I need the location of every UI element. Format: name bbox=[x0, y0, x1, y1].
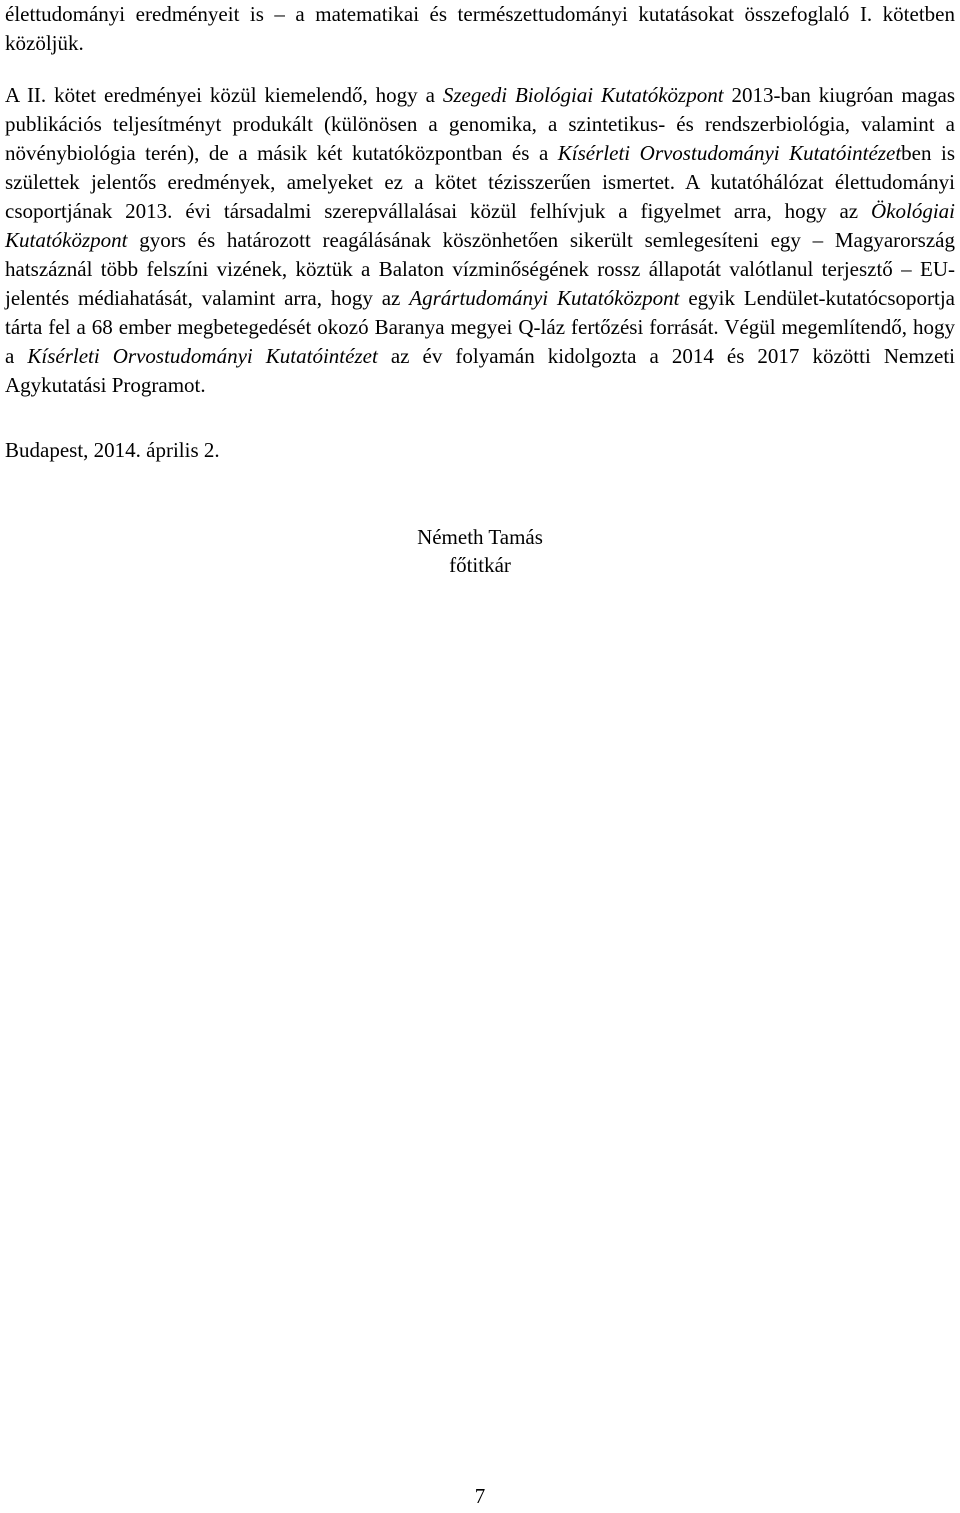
page-number: 7 bbox=[474, 1484, 486, 1508]
signatory-name: Németh Tamás bbox=[417, 525, 543, 549]
dateline: Budapest, 2014. április 2. bbox=[5, 438, 220, 462]
institute-name: Agrártudományi Kutatóközpont bbox=[409, 286, 680, 310]
text-segment: A II. kötet eredményei közül kiemelendő, hogy a bbox=[5, 83, 443, 107]
text-segment: 2013-ban kiugróan magas publikációs teljesítményt produkált (különösen a genomika, a szintetikus- és rendszerbiológia, valamint a növénybiológia terén), de a másik két kutatóközpontban és a bbox=[5, 83, 955, 165]
signature-block bbox=[5, 523, 955, 579]
paragraph-intro bbox=[5, 0, 955, 58]
text-segment: élettudományi eredményeit is – a matematikai és természettudományi kutatásokat összefoglaló I. kötetben közöljük. bbox=[5, 2, 955, 55]
text-segment: gyors és határozott reagálásának köszönhetően sikerült semlegesíteni egy – Magyarország hatszáznál több felszíni vizének, köztük a Balaton vízminőségének rossz állapotát valótlanul terjesztő – EU-jelentés médiahatását, valamint arra, hogy az bbox=[5, 228, 955, 310]
signatory-title: főtitkár bbox=[449, 553, 511, 577]
institute-name: Kísérleti Orvostudományi Kutatóintézet bbox=[27, 344, 378, 368]
text-segment: az év folyamán kidolgozta a 2014 és 2017 közötti Nemzeti Agykutatási Programot. bbox=[5, 344, 955, 397]
text-segment: egyik Lendület-kutatócsoportja tárta fel a 68 ember megbetegedését okozó Baranya megyei Q-láz fertőzési forrását. Végül megemlítendő, hogy a bbox=[5, 286, 955, 368]
institute-name: Kísérleti Orvostudományi Kutatóintézet bbox=[557, 141, 902, 165]
institute-name: Szegedi Biológiai Kutatóközpont bbox=[442, 83, 724, 107]
institute-name: Ökológiai Kutatóközpont bbox=[5, 199, 955, 252]
text-segment: ben is születtek jelentős eredmények, amelyeket ez a kötet tézisszerűen ismertet. A kutatóhálózat élettudományi csoportjának 2013. évi társadalmi szerepvállalásai közül felhívjuk a figyelmet arra, hogy az bbox=[5, 141, 956, 223]
paragraph-main bbox=[5, 81, 955, 400]
document-page bbox=[5, 0, 955, 579]
